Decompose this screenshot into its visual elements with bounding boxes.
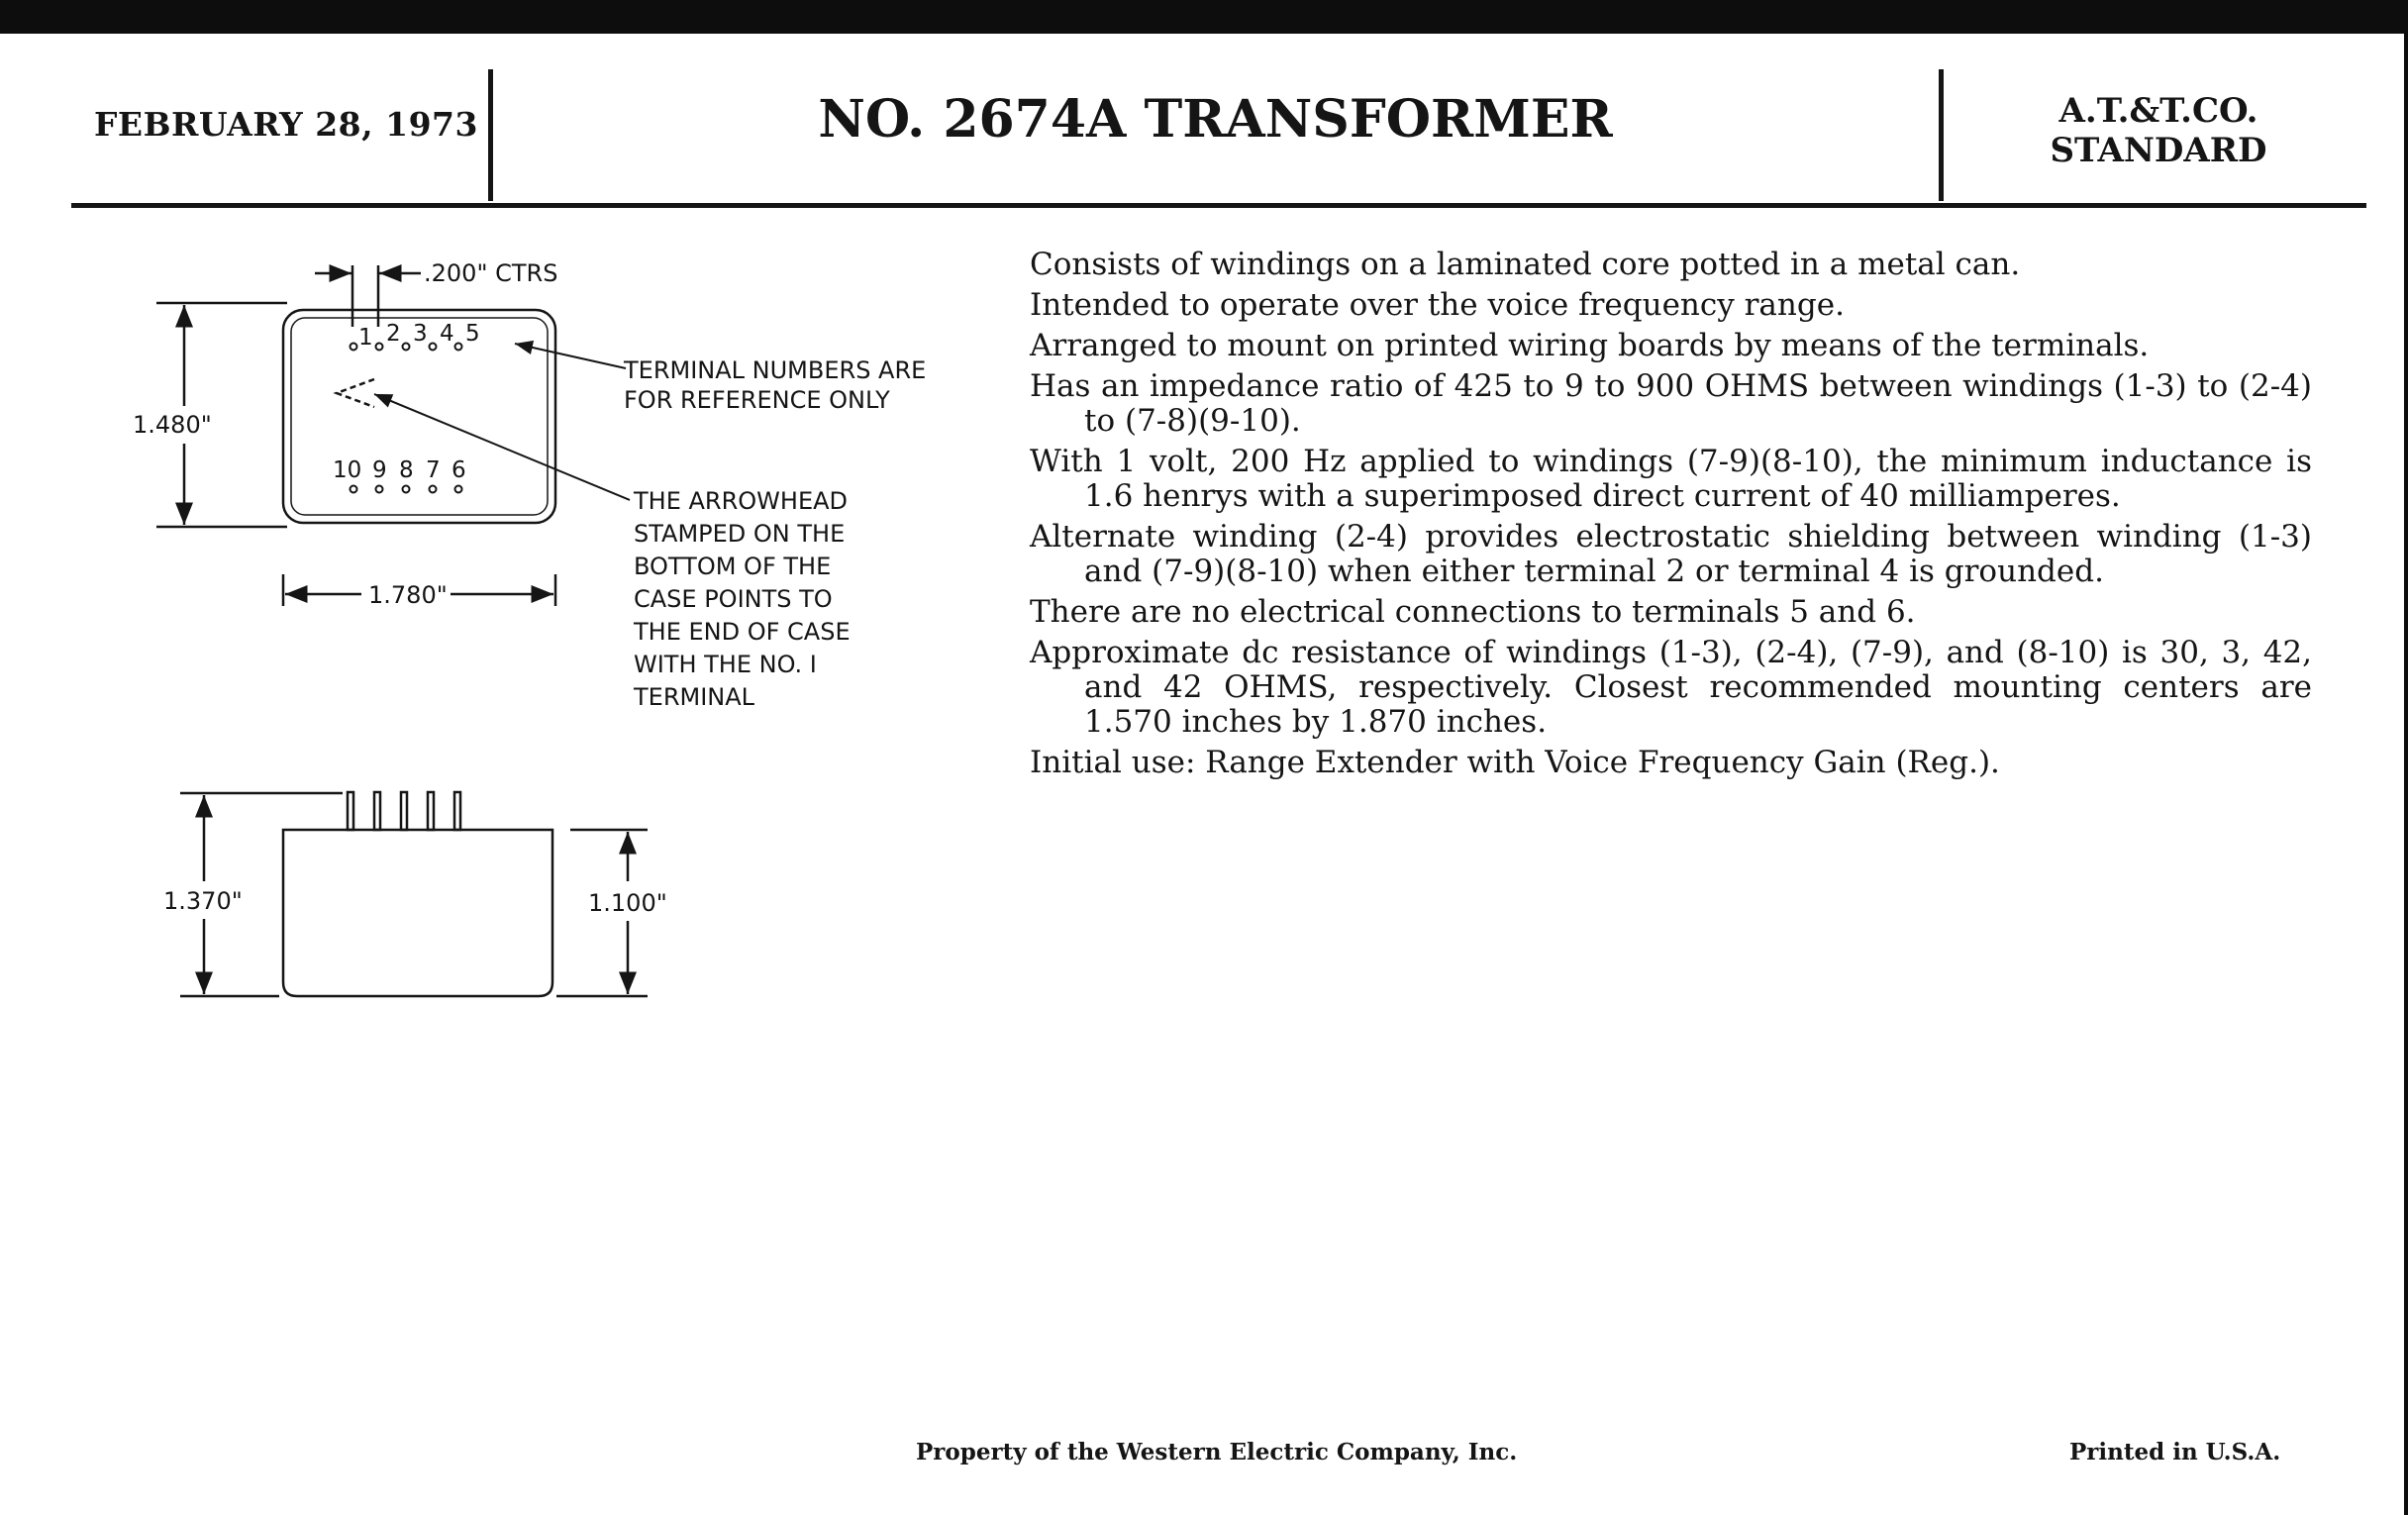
arrow-note-line: TERMINAL [634,683,755,711]
header-divider-right [1939,69,1944,201]
description-paragraph: Initial use: Range Extender with Voice Frequency Gain (Reg.). [1030,745,2000,780]
height-case-label: 1.100" [588,889,667,917]
page-title: NO. 2674A TRANSFORMER [818,89,1613,150]
terminal-note-leader [515,344,626,368]
height-top-label: 1.480" [133,411,212,439]
transformer-drawing [0,0,1010,1050]
standard-line-2: STANDARD [2050,131,2267,170]
footer-printed: Printed in U.S.A. [2069,1439,2281,1465]
terminal-number: 4 [440,321,454,347]
arrow-note-line: CASE POINTS TO [634,585,833,613]
terminal-number: 7 [426,457,441,483]
arrow-note-line: THE ARROWHEAD [634,487,848,515]
terminal-pins [348,792,460,830]
terminal-number: 10 [333,457,362,483]
terminal-note-line: TERMINAL NUMBERS ARE [624,356,927,384]
case-top-view-inner [291,318,548,515]
stamped-arrowhead [337,379,374,407]
description-paragraph: Consists of windings on a laminated core potted in a metal can. [1030,247,2021,282]
terminal-number: 9 [372,457,387,483]
standard-line-1: A.T.&T.CO. [2058,91,2258,131]
footer-property: Property of the Western Electric Company, Inc. [916,1439,1518,1465]
terminal-number: 8 [399,457,414,483]
terminal-number: 1 [358,325,373,351]
description-paragraph: Approximate dc resistance of windings (1-3), (2-4), (7-9), and (8-10) is 30, 3, 42, and 42 OHMS, respectively. Closest recommended mounting centers are 1.570 inches by 1.870 inches. [1030,635,2312,740]
terminal-number: 3 [413,321,428,347]
arrow-note-line: WITH THE NO. I [634,651,817,678]
case-side-view [283,830,552,996]
terminal-note-line: FOR REFERENCE ONLY [624,386,890,414]
spacing-label: .200" CTRS [424,259,558,287]
description-paragraph: Intended to operate over the voice frequency range. [1030,287,1845,323]
height-overall-label: 1.370" [163,887,243,915]
description-paragraph: Has an impedance ratio of 425 to 9 to 900 OHMS between windings (1-3) to (2-4) to (7-8)(9-10). [1030,368,2312,439]
arrow-note-line: BOTTOM OF THE [634,553,832,580]
description [1030,248,2312,786]
arrow-note-leader [374,394,630,500]
description-paragraph: Arranged to mount on printed wiring boards by means of the terminals. [1030,328,2150,363]
description-paragraph: With 1 volt, 200 Hz applied to windings (7-9)(8-10), the minimum inductance is 1.6 henrys with a superimposed direct current of 40 milliamperes. [1030,444,2312,514]
arrow-note-line: THE END OF CASE [634,618,851,646]
arrow-note-line: STAMPED ON THE [634,520,846,548]
description-paragraph: There are no electrical connections to terminals 5 and 6. [1030,594,1916,630]
width-label: 1.780" [368,581,448,609]
header-standard [1970,91,2347,170]
terminal-number: 2 [386,321,401,347]
terminal-number: 6 [452,457,466,483]
terminal-number: 5 [465,321,480,347]
header-date: FEBRUARY 28, 1973 [94,105,478,144]
description-paragraph: Alternate winding (2-4) provides electrostatic shielding between winding (1-3) and (7-9)(8-10) when either terminal 2 or terminal 4 is grounded. [1030,519,2312,589]
